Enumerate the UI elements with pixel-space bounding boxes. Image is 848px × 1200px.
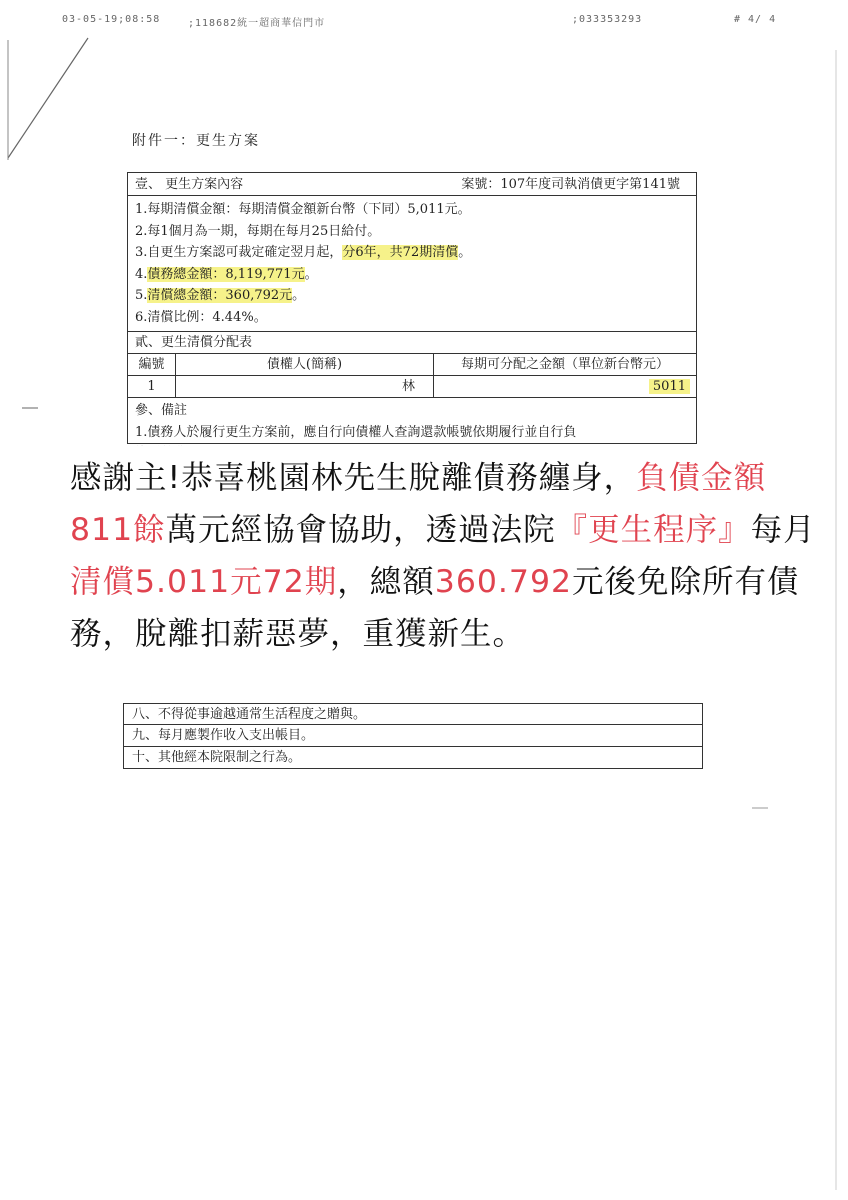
plan-item-5: 5.清償總金額：360,792元。 (135, 288, 306, 303)
plan-item-1: 1.每期清償金額：每期清償金額新台幣（下同）5,011元。 (135, 202, 471, 217)
section3 (127, 398, 697, 444)
distribution-header-row (127, 354, 697, 376)
row-creditor: 林 (176, 376, 434, 397)
row-amount-cell (434, 376, 696, 397)
red-monthly: 清償5.011元72期 (70, 564, 338, 600)
section1-label: 壹、 更生方案內容 (135, 177, 244, 192)
row-no: 1 (128, 376, 176, 397)
distribution-row (127, 376, 697, 398)
congratulation-overlay: 感謝主!恭喜桃園林先生脫離債務纏身，負債金額811餘萬元經協會協助，透過法院『更生程序』每月清償5.011元72期，總額360.792元後免除所有債務，脫離扣薪惡夢，重獲新生。 (58, 446, 816, 700)
fax-page-number: # 4/ 4 (734, 14, 777, 25)
red-procedure: 『更生程序』 (555, 512, 751, 548)
row-amount: 5011 (649, 379, 690, 394)
fax-sender: ;118682統一超商華信門市 (188, 18, 326, 29)
highlight-term: 分6年，共72期清償 (342, 245, 459, 260)
restrictions-table (123, 703, 703, 769)
section1-header (127, 172, 697, 196)
plan-item-4: 4.債務總金額：8,119,771元。 (135, 266, 318, 282)
red-total: 360.792 (434, 564, 573, 600)
highlight-total-debt: 債務總金額：8,119,771元 (147, 266, 305, 282)
plan-item-2: 2.每1個月為一期，每期在每月25日給付。 (135, 223, 381, 239)
case-number: 案號：107年度司執消債更字第141號 (461, 177, 680, 192)
section3-item1: 1.債務人於履行更生方案前，應自行向債權人查詢還款帳號依期履行並自行負 (135, 424, 577, 440)
red-debt-amount: 負債金額811餘 (70, 460, 767, 548)
plan-item-6: 6.清償比例：4.44%。 (135, 309, 267, 325)
header-no: 編號 (128, 354, 176, 375)
restriction-9: 九、每月應製作收入支出帳目。 (123, 725, 703, 747)
restriction-8: 八、不得從事逾越通常生活程度之贈與。 (123, 703, 703, 725)
section3-label: 參、備註 (135, 403, 188, 418)
plan-item-3: 3.自更生方案認可裁定確定翌月起，分6年，共72期清償。 (135, 245, 472, 260)
header-amount: 每期可分配之金額（單位新台幣元） (460, 357, 669, 372)
restriction-10: 十、其他經本院限制之行為。 (123, 747, 703, 769)
plan-table (127, 172, 697, 444)
section1-items (127, 196, 697, 332)
attachment-title: 附件一：更生方案 (132, 133, 260, 149)
section2-label: 貳、更生清償分配表 (127, 332, 697, 354)
fax-number: ;033353293 (572, 14, 643, 25)
fax-timestamp: 03-05-19;08:58 (62, 14, 161, 25)
header-creditor: 債權人(簡稱) (176, 354, 434, 375)
highlight-total-repay: 清償總金額：360,792元 (147, 288, 293, 303)
